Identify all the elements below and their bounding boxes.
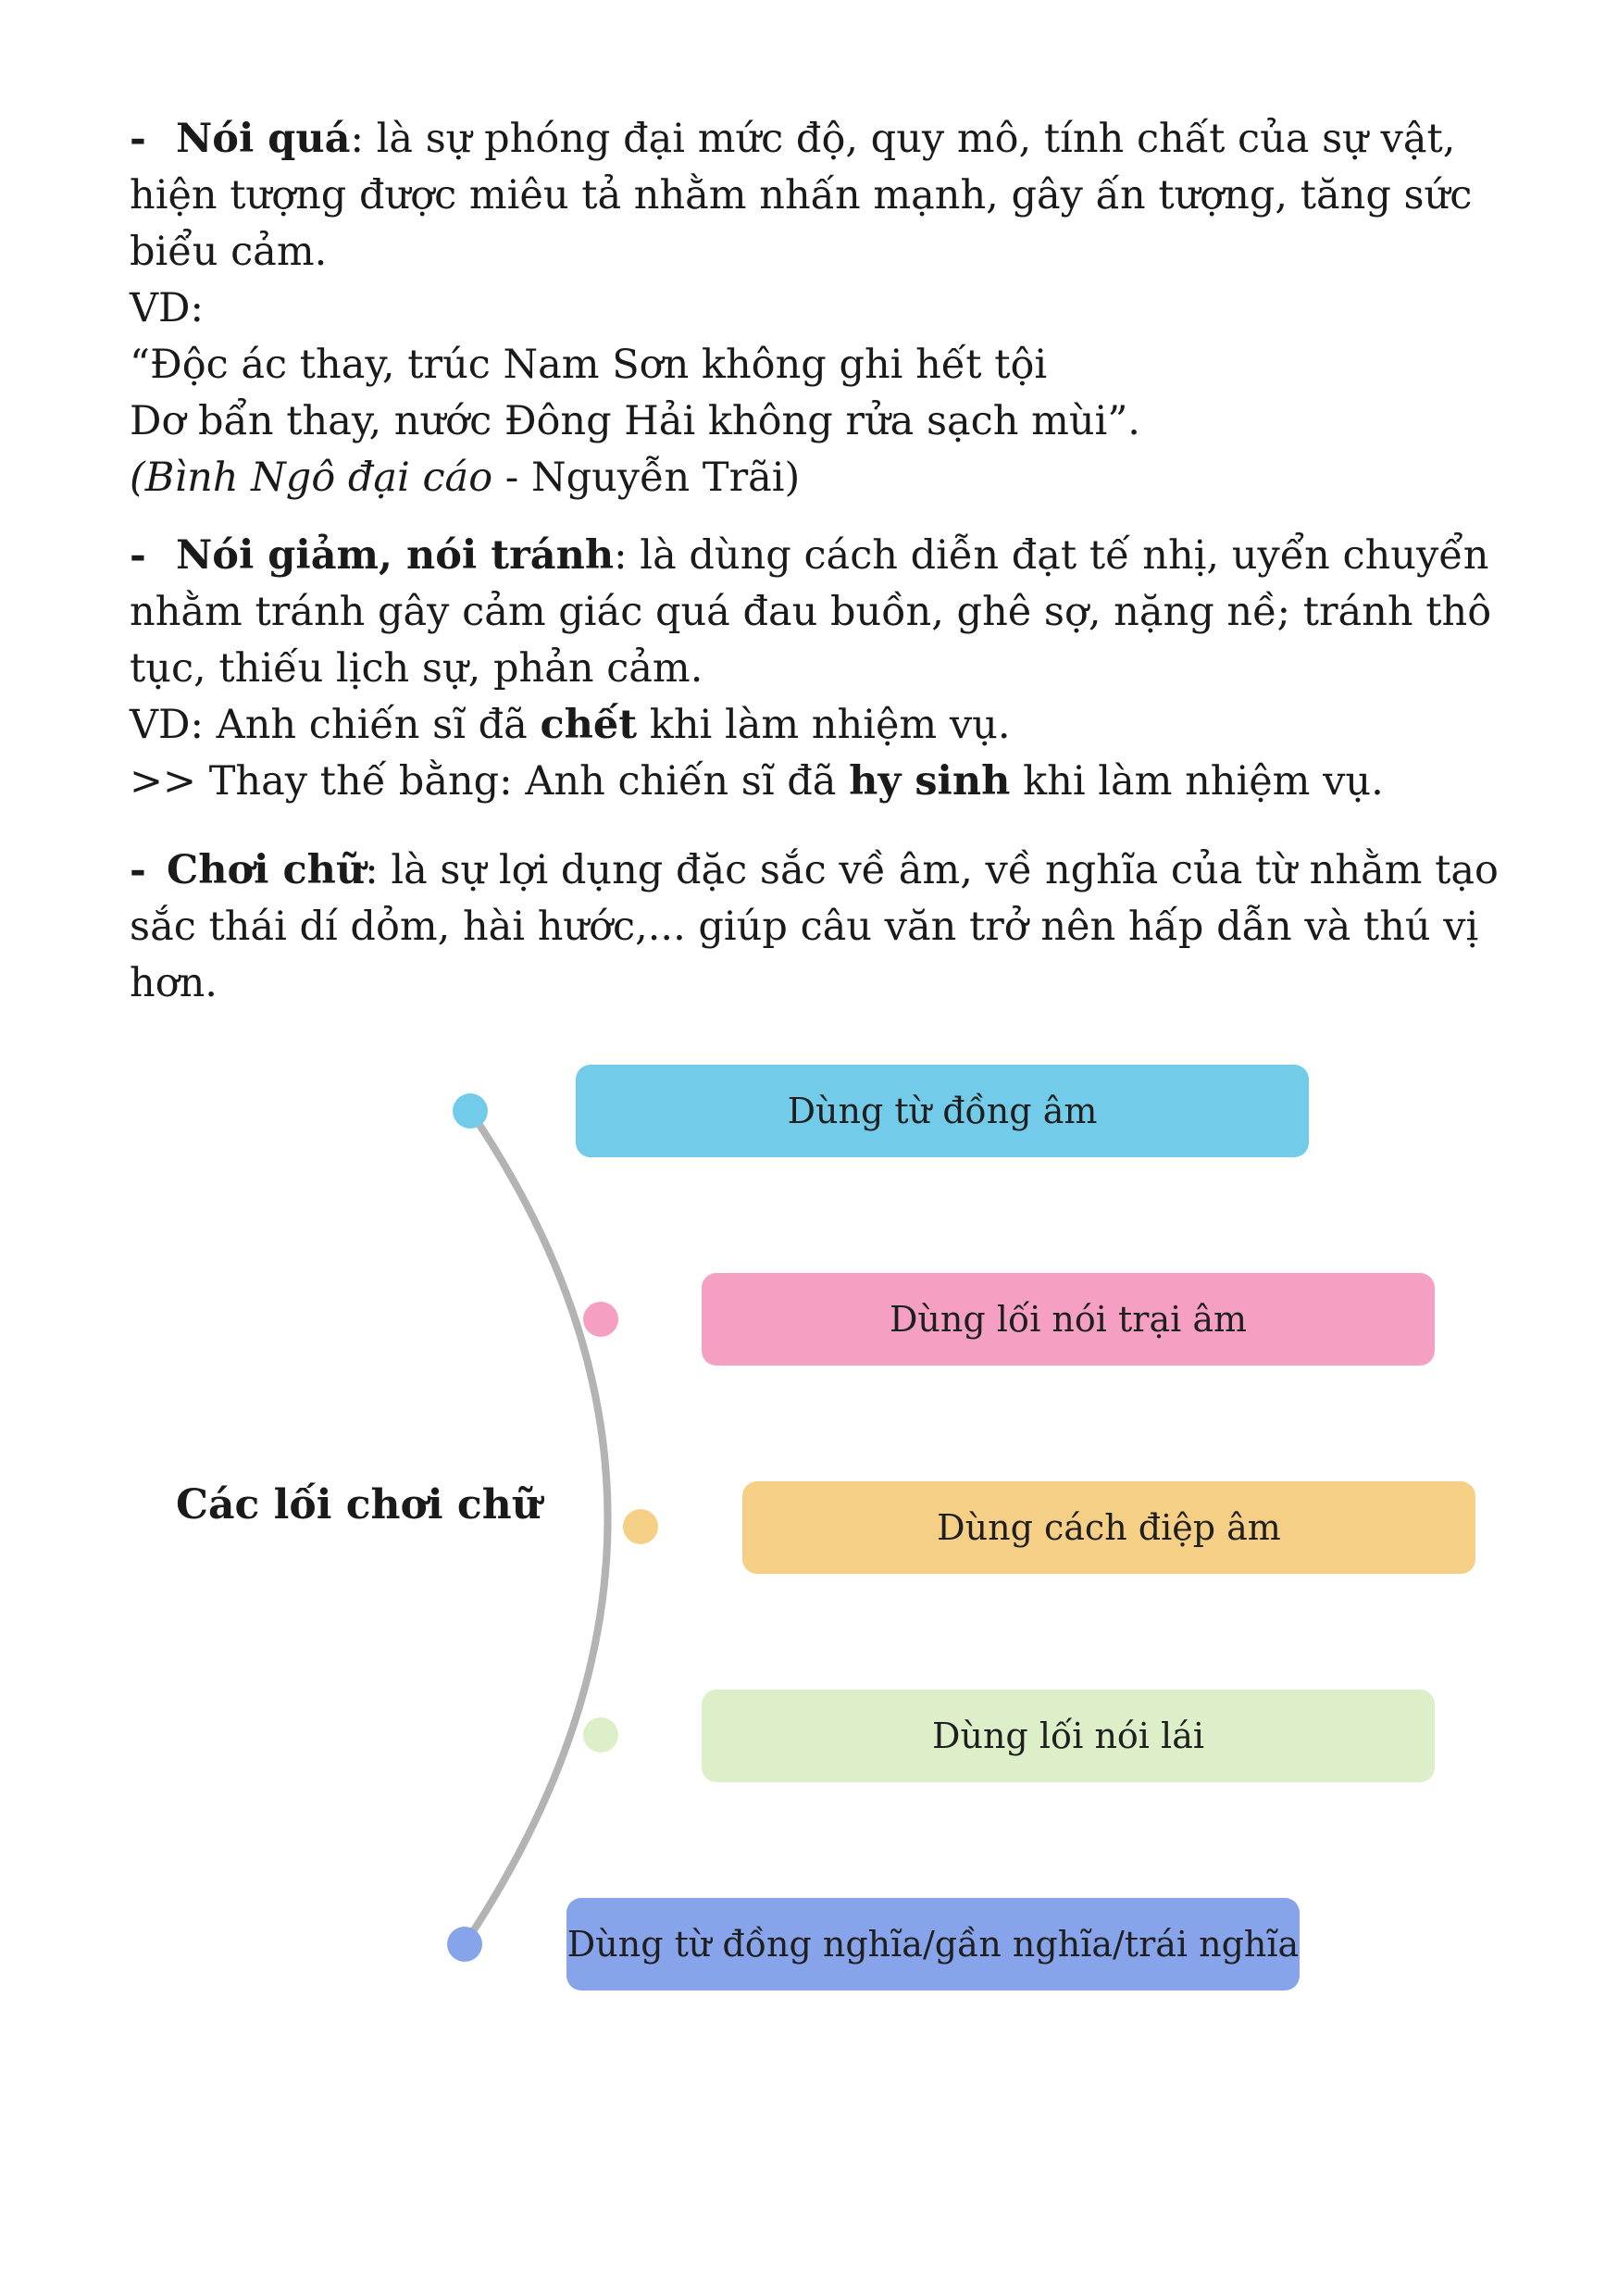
box-item-1 xyxy=(576,1065,1309,1157)
replace-bold-word: hy sinh xyxy=(849,758,1011,805)
box-label: Dùng lối nói trại âm xyxy=(889,1299,1248,1340)
vd-example xyxy=(130,697,1509,754)
box-item-4 xyxy=(702,1690,1435,1782)
vd-prefix: VD: Anh chiến sĩ đã xyxy=(130,702,541,748)
dot-item-3 xyxy=(623,1509,658,1544)
bullet-dash: - xyxy=(130,532,146,579)
noi-giam-definition xyxy=(130,528,1509,697)
box-label: Dùng từ đồng âm xyxy=(787,1091,1098,1131)
bullet-dash: - xyxy=(130,847,146,893)
choi-chu-definition xyxy=(130,842,1509,1012)
box-label: Dùng cách điệp âm xyxy=(937,1507,1281,1548)
source-work: (Bình Ngô đại cáo xyxy=(130,455,493,501)
term-choi-chu: Chơi chữ xyxy=(167,847,366,893)
quote-line-2: Dơ bẩn thay, nước Đông Hải không rửa sạch mùi”. xyxy=(130,398,1140,444)
section-noi-giam xyxy=(130,528,1509,810)
source-author: - Nguyễn Trãi) xyxy=(492,455,801,501)
wordplay-diagram xyxy=(0,1037,1618,2037)
box-label: Dùng lối nói lái xyxy=(932,1716,1204,1756)
term-noi-qua: Nói quá xyxy=(176,116,351,162)
quote-source xyxy=(130,450,1509,506)
box-item-5 xyxy=(566,1898,1300,1990)
replace-prefix: >> Thay thế bằng: Anh chiến sĩ đã xyxy=(130,758,850,805)
vd-suffix: khi làm nhiệm vụ. xyxy=(637,702,1011,748)
definition-text: : là sự lợi dụng đặc sắc về âm, về nghĩa của từ nhằm tạo sắc thái dí dỏm, hài hước,... giúp câu văn trở nên hấp dẫn và thú vị hơn. xyxy=(130,847,1499,1006)
box-label: Dùng từ đồng nghĩa/gần nghĩa/trái nghĩa xyxy=(566,1924,1300,1965)
dot-item-4 xyxy=(583,1717,618,1753)
vd-bold-word: chết xyxy=(540,702,638,748)
definition-text: : là dùng cách diễn đạt tế nhị, uyển chuyển nhằm tránh gây cảm giác quá đau buồn, ghê sợ, nặng nề; tránh thô tục, thiếu lịch sự, phản cảm. xyxy=(130,532,1492,692)
diagram-center-label: Các lối chơi chữ xyxy=(176,1481,541,1529)
dot-item-5 xyxy=(447,1927,482,1962)
bullet-dash: - xyxy=(130,116,146,162)
definition-text: : là sự phóng đại mức độ, quy mô, tính chất của sự vật, hiện tượng được miêu tả nhằm nhấn mạnh, gây ấn tượng, tăng sức biểu cảm. xyxy=(130,116,1473,275)
vd-label: VD: xyxy=(130,285,205,331)
quote-line-1: “Độc ác thay, trúc Nam Sơn không ghi hết tội xyxy=(130,342,1048,388)
replacement-example xyxy=(130,754,1509,810)
dot-item-1 xyxy=(453,1093,488,1129)
section-choi-chu xyxy=(130,842,1509,1012)
replace-suffix: khi làm nhiệm vụ. xyxy=(1010,758,1384,805)
dot-item-2 xyxy=(583,1302,618,1337)
box-item-2 xyxy=(702,1273,1435,1366)
box-item-3 xyxy=(742,1481,1475,1574)
section-noi-qua xyxy=(130,111,1509,506)
term-noi-giam: Nói giảm, nói tránh xyxy=(176,532,615,579)
noi-qua-definition xyxy=(130,111,1509,281)
